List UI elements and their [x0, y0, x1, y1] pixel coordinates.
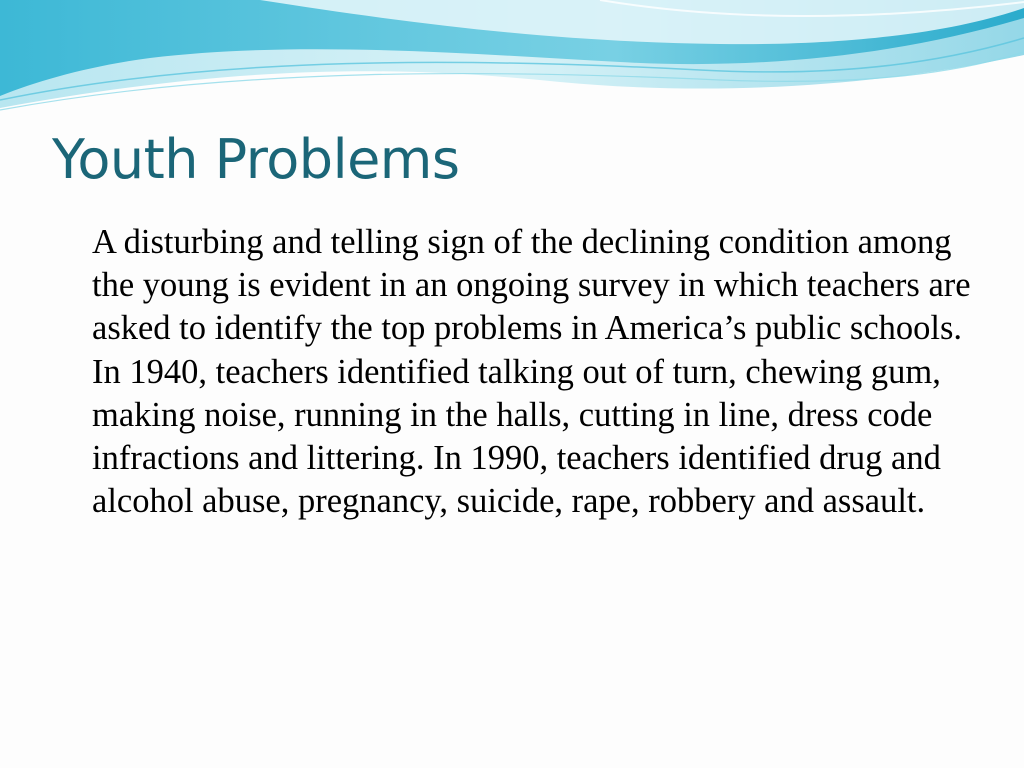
wave-header-decoration — [0, 0, 1024, 120]
slide-body-text: A disturbing and telling sign of the declining condition among the young is evident in an ongoing survey in which teachers are asked to identify the top problems in America’s public schools. In 1940, teachers identified talking out of turn, chewing gum, making noise, running in the halls, cutting in line, dress code infractions and littering. In 1990, teachers identified drug and alcohol abuse, pregnancy, suicide, rape, robbery and assault. — [92, 223, 971, 521]
slide-title: Youth Problems — [52, 128, 460, 191]
